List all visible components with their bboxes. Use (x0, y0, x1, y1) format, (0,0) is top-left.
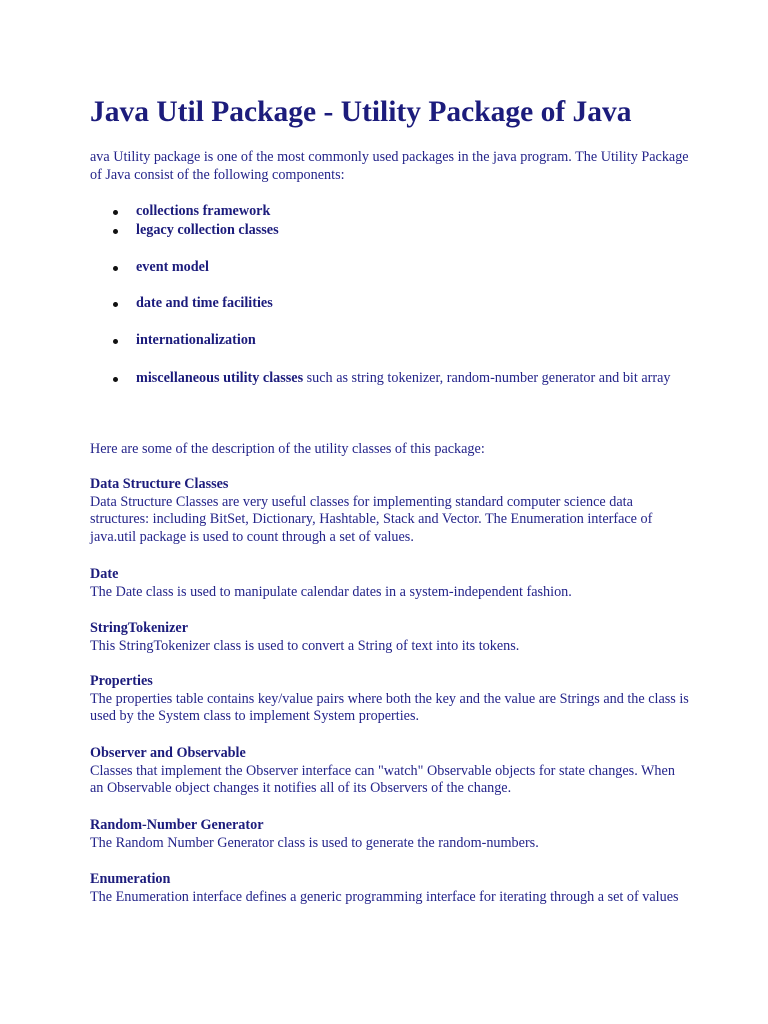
section-heading: Date (90, 566, 119, 582)
section-heading: StringTokenizer (90, 620, 189, 636)
section-heading: Properties (90, 673, 153, 689)
section-random-number-generator (90, 817, 690, 852)
bullet-icon (113, 302, 118, 307)
component-label: miscellaneous utility classes (136, 370, 304, 386)
bullet-icon (113, 339, 118, 344)
section-enumeration (90, 871, 690, 906)
section-data-structure-classes (90, 476, 690, 546)
intro-paragraph: ava Utility package is one of the most commonly used packages in the java program. The Utility Package of Java consist of the following components: (90, 149, 689, 183)
component-label: internationalization (136, 332, 256, 348)
section-body: The Random Number Generator class is used to generate the random-numbers. (90, 834, 539, 851)
component-label: legacy collection classes (136, 222, 279, 238)
description-intro: Here are some of the description of the utility classes of this package: (90, 441, 485, 457)
section-date (90, 566, 690, 601)
section-body: Classes that implement the Observer interface can "watch" Observable objects for state changes. When an Observable object changes it notifies all of its Observers of the change. (90, 762, 675, 796)
page-title: Java Util Package - Utility Package of Java (90, 96, 632, 128)
bullet-icon (113, 229, 118, 234)
component-label: collections framework (136, 203, 271, 219)
section-stringtokenizer (90, 620, 690, 655)
section-body: The properties table contains key/value pairs where both the key and the value are Strings and the class is used by the System class to implement System properties. (90, 690, 689, 724)
section-body: This StringTokenizer class is used to convert a String of text into its tokens. (90, 637, 520, 654)
section-body: Data Structure Classes are very useful classes for implementing standard computer science data structures: including BitSet, Dictionary, Hashtable, Stack and Vector. The Enumeration interface of java.util package is used to count through a set of values. (90, 493, 653, 545)
document-page: Java Util Package - Utility Package of Java ava Utility package is one of the most commonly used packages in the java program. The Utility Package of Java consist of the following components: collections framework legacy collection classes event model date and time facilities internationalization miscellaneous utility classes such as string tokenizer, random-number generator and bit array Here are some of the description of the utility classes of this package: Data Structure Classes Data Structure Classes are very useful classes for implementing standard computer science data structures: including BitSet, Dictionary, Hashtable, Stack and Vector. The Enumeration interface of java.util package is used to count through a set of values. Date The Date class is used to manipulate calendar dates in a system-independent fashion. StringTokenizer This StringTokenizer class is used to convert a String of text into its tokens. Properties The properties table contains key/value pairs where both the key and the value are Strings and the class is used by the System class to implement System properties. Observer and Observable Classes that implement the Observer interface can "watch" Observable objects for state changes. When an Observable object changes it notifies all of its Observers of the change. Random-Number Generator The Random Number Generator class is used to generate the random-numbers. Enumeration The Enumeration interface defines a generic programming interface for iterating through a set of values (90, 96, 689, 905)
section-heading: Random-Number Generator (90, 817, 264, 833)
bullet-icon (113, 266, 118, 271)
bullet-icon (113, 210, 118, 215)
component-label: event model (136, 259, 209, 275)
section-properties (90, 673, 690, 726)
section-heading: Observer and Observable (90, 745, 246, 761)
bullet-icon (113, 377, 118, 382)
section-body: The Date class is used to manipulate calendar dates in a system-independent fashion. (90, 583, 572, 600)
section-body: The Enumeration interface defines a generic programming interface for iterating through a set of values (90, 888, 679, 905)
section-heading: Enumeration (90, 871, 171, 887)
component-label: date and time facilities (136, 295, 273, 311)
section-observer-and-observable (90, 745, 690, 798)
section-heading: Data Structure Classes (90, 476, 229, 492)
